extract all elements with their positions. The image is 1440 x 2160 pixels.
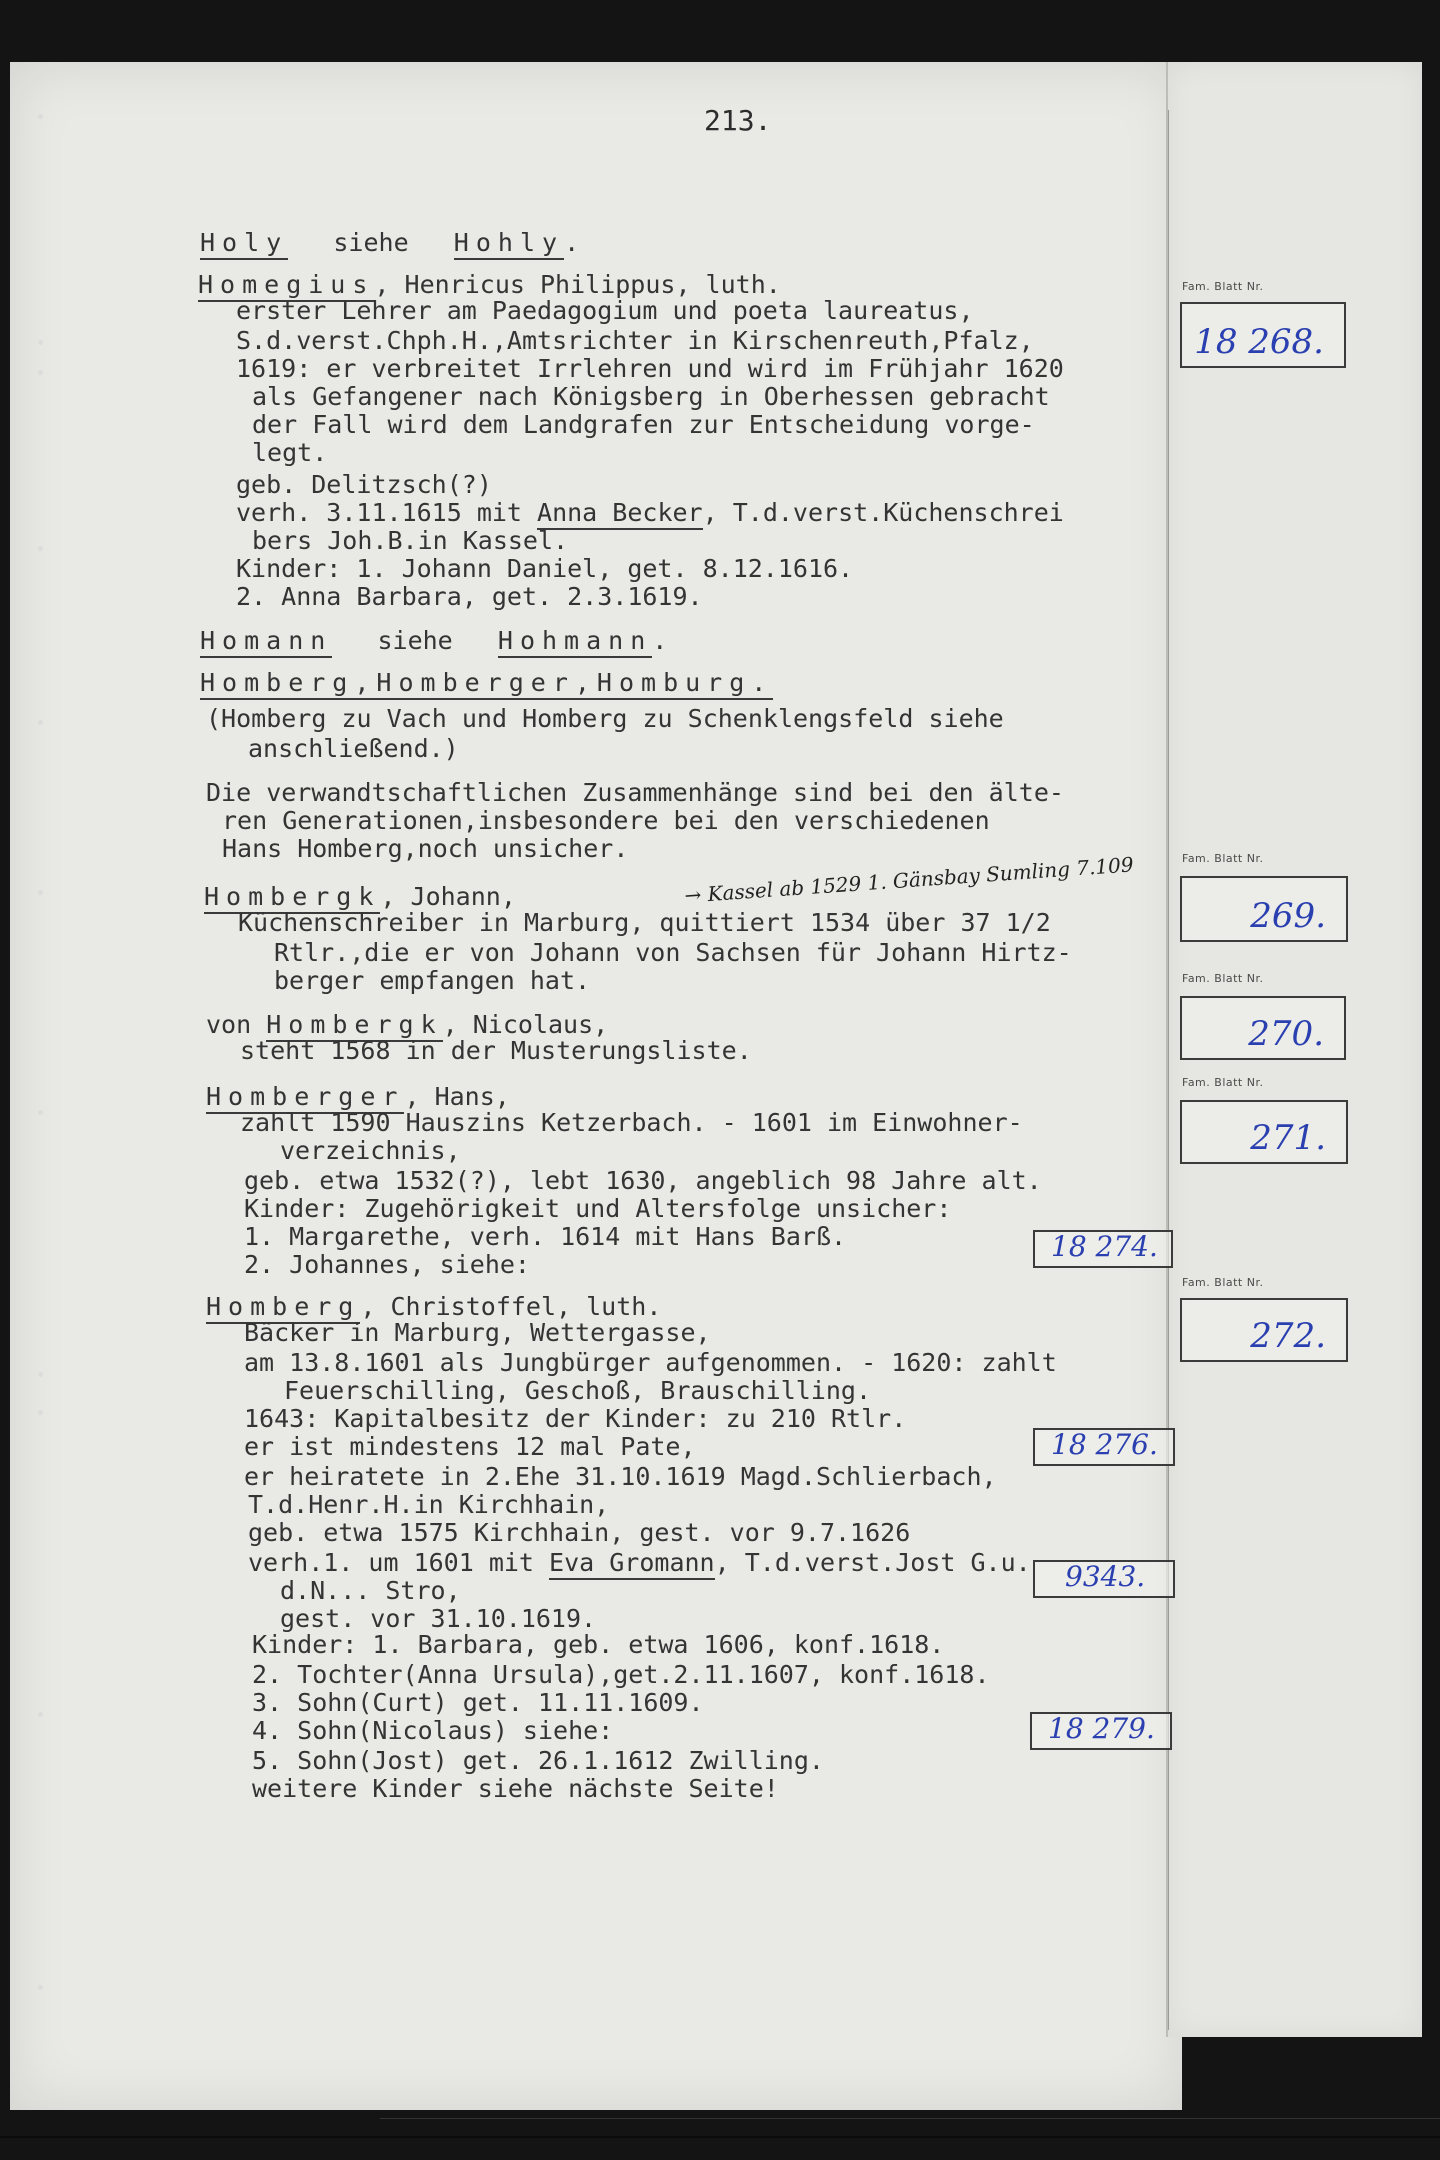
text-line [200,626,667,656]
text-line [244,1348,1057,1378]
line-text: am 13.8.1601 als Jungbürger aufgenommen. - 1620: zahlt [244,1348,1057,1377]
text-line [200,668,773,698]
text-line [244,1166,1042,1196]
text-line [244,1432,696,1462]
text-line [236,498,1064,528]
line-text: , Nicolaus, [442,1010,609,1039]
text-line [240,1036,752,1066]
punch-dot [38,340,43,345]
stamp-number: 18 274. [1051,1230,1158,1263]
line-text: , T.d.verst.Küchenschrei [702,498,1064,527]
line-text: weitere Kinder siehe nächste Seite! [252,1774,779,1803]
text-line [222,806,990,836]
text-line [252,1716,613,1746]
line-text: 4. Sohn(Nicolaus) siehe: [252,1716,614,1745]
line-text: Feuerschilling, Geschoß, Brauschilling. [284,1376,871,1405]
line-text: Bäcker in Marburg, Wettergasse, [244,1318,711,1347]
line-text: berger empfangen hat. [274,966,591,995]
film-scratch [380,2118,1440,2119]
text-line [248,1490,609,1520]
text-line [280,1136,461,1166]
entry-name: Holy [200,228,288,260]
line-text: (Homberg zu Vach und Homberg zu Schenklengsfeld siehe [206,704,1004,733]
line-text: erster Lehrer am Paedagogium und poeta laureatus, [236,296,974,325]
fam-blatt-box [1180,876,1348,942]
text-line [280,1576,461,1606]
fam-blatt-number: 18 268. [1194,322,1324,362]
film-scratch [0,2136,1440,2138]
text-line [252,1688,704,1718]
line-text: ren Generationen,insbesondere bei den verschiedenen [222,806,990,835]
punch-dot [38,1985,43,1990]
punch-dot [38,546,43,551]
text-line [274,966,590,996]
text-line [236,470,492,500]
entry-name: Homberg [206,1292,360,1324]
line-text: 2. Tochter(Anna Ursula),get.2.11.1607, konf.1618. [252,1660,990,1689]
entry-name: Hombergk [266,1010,442,1042]
punch-dot [38,720,43,725]
text-line [236,582,703,612]
text-line [248,1548,1031,1578]
line-text: legt. [252,438,328,467]
punch-dot [38,114,43,119]
line-text: Hans Homberg,noch unsicher. [222,834,629,863]
text-line [222,834,628,864]
text-line [252,1630,944,1660]
line-text: Die verwandtschaftlichen Zusammenhänge sind bei den älte- [206,778,1064,807]
punch-dot [38,1712,43,1717]
text-line [236,296,974,326]
fam-label: Fam. Blatt Nr. [1182,972,1264,985]
line-text: verzeichnis, [280,1136,461,1165]
fam-blatt-number: 271. [1250,1118,1326,1158]
text-line [252,438,327,468]
line-text: 1. Margarethe, verh. 1614 mit Hans Barß. [244,1222,847,1251]
line-text: Rtlr.,die er von Johann von Sachsen für Johann Hirtz- [274,938,1072,967]
line-text: Küchenschreiber in Marburg, quittiert 1534 über 37 1/2 [238,908,1051,937]
line-text: 2. Anna Barbara, get. 2.3.1619. [236,582,703,611]
line-text: , Johann, [380,882,516,911]
entry-name: Homberg,Homberger,Homburg. [200,668,773,700]
line-text: Kinder: 1. Barbara, geb. etwa 1606, konf.1618. [252,1630,945,1659]
stamp-box [1033,1428,1175,1466]
line-text: zahlt 1590 Hauszins Ketzerbach. - 1601 im Einwohner- [240,1108,1023,1137]
line-text: geb. Delitzsch(?) [236,470,492,499]
fam-label: Fam. Blatt Nr. [1182,1076,1264,1089]
fam-label: Fam. Blatt Nr. [1182,280,1264,293]
line-text: , Christoffel, luth. [360,1292,662,1321]
line-text: Kinder: Zugehörigkeit und Altersfolge unsicher: [244,1194,952,1223]
line-text: Kinder: 1. Johann Daniel, get. 8.12.1616. [236,554,854,583]
line-text: siehe [332,626,498,655]
text-line [244,1404,906,1434]
line-text: geb. etwa 1532(?), lebt 1630, angeblich 98 Jahre alt. [244,1166,1042,1195]
fam-label: Fam. Blatt Nr. [1182,1276,1264,1289]
fam-blatt-number: 270. [1248,1014,1324,1054]
text-line [252,382,1050,412]
punch-dot [38,890,43,895]
text-line [206,704,1004,734]
text-line [244,1194,951,1224]
text-line [200,228,579,258]
line-text: . [652,626,668,655]
fam-blatt-number: 269. [1250,896,1326,936]
text-line [206,778,1064,808]
stamp-number: 18 276. [1051,1428,1158,1461]
text-line [236,554,853,584]
line-text: 5. Sohn(Jost) get. 26.1.1612 Zwilling. [252,1746,824,1775]
line-text: . [564,228,580,257]
text-line [252,1660,990,1690]
entry-name: Homberger [206,1082,404,1114]
line-text: er heiratete in 2.Ehe 31.10.1619 Magd.Schlierbach, [244,1462,997,1491]
line-text: steht 1568 in der Musterungsliste. [240,1036,752,1065]
text-line [252,1774,779,1804]
text-line [252,410,1035,440]
line-text: von [206,1010,267,1039]
entry-name: Homegius [198,270,374,302]
text-line [240,1108,1023,1138]
text-line [236,326,1034,356]
entry-name: Homann [200,626,332,658]
punch-dot [38,1110,43,1115]
entry-name: Hombergk [204,882,380,914]
punch-dot [38,1410,43,1415]
stamp-number: 18 279. [1048,1712,1155,1745]
line-text: T.d.Henr.H.in Kirchhain, [248,1490,610,1519]
line-text: siehe [288,228,454,257]
line-text: S.d.verst.Chph.H.,Amtsrichter in Kirschenreuth,Pfalz, [236,326,1034,355]
fam-label: Fam. Blatt Nr. [1182,852,1264,865]
handwritten-note: → Kassel ab 1529 1. Gänsbay Sumling 7.109 [683,852,1135,908]
text-line [248,1518,910,1548]
line-text: anschließend.) [248,734,459,763]
fam-blatt-box [1180,996,1346,1060]
spouse-name: Eva Gromann [549,1548,715,1580]
line-text: der Fall wird dem Landgrafen zur Entscheidung vorge- [252,410,1035,439]
text-line [252,1746,824,1776]
line-text: als Gefangener nach Königsberg in Oberhessen gebracht [252,382,1050,411]
text-line [244,1250,530,1280]
line-text: 1643: Kapitalbesitz der Kinder: zu 210 Rtlr. [244,1404,907,1433]
spouse-name: Anna Becker [537,498,703,530]
line-text: geb. etwa 1575 Kirchhain, gest. vor 9.7.1626 [248,1518,911,1547]
fam-blatt-box [1180,1298,1348,1362]
text-line [244,1462,997,1492]
text-line [244,1318,711,1348]
page-number: 213. [704,104,772,137]
fam-blatt-box [1180,302,1346,368]
line-text: er ist mindestens 12 mal Pate, [244,1432,696,1461]
line-text: verh.1. um 1601 mit [248,1548,550,1577]
text-line [252,526,568,556]
line-text: d.N... Stro, [280,1576,461,1605]
fam-blatt-box [1180,1100,1348,1164]
stamp-box [1030,1712,1172,1750]
text-line [248,734,459,764]
line-text: , Hans, [404,1082,510,1111]
text-line [238,908,1051,938]
line-text: gest. vor 31.10.1619. [280,1604,597,1633]
text-line [274,938,1072,968]
line-text: , T.d.verst.Jost G.u. [714,1548,1031,1577]
line-text: 3. Sohn(Curt) get. 11.11.1609. [252,1688,704,1717]
text-line [236,354,1064,384]
entry-name: Hohly [454,228,564,260]
entry-name: Hohmann [498,626,652,658]
stamp-box [1033,1230,1173,1268]
fam-blatt-number: 272. [1250,1316,1326,1356]
line-text: , Henricus Philippus, luth. [374,270,781,299]
line-text: 1619: er verbreitet Irrlehren und wird im Frühjahr 1620 [236,354,1064,383]
line-text: 2. Johannes, siehe: [244,1250,530,1279]
text-line [244,1222,846,1252]
line-text: bers Joh.B.in Kassel. [252,526,569,555]
stamp-box [1033,1560,1175,1598]
punch-dot [38,370,43,375]
text-line [284,1376,871,1406]
punch-dot [38,1372,43,1377]
stamp-number: 9343. [1065,1560,1146,1593]
line-text: verh. 3.11.1615 mit [236,498,538,527]
